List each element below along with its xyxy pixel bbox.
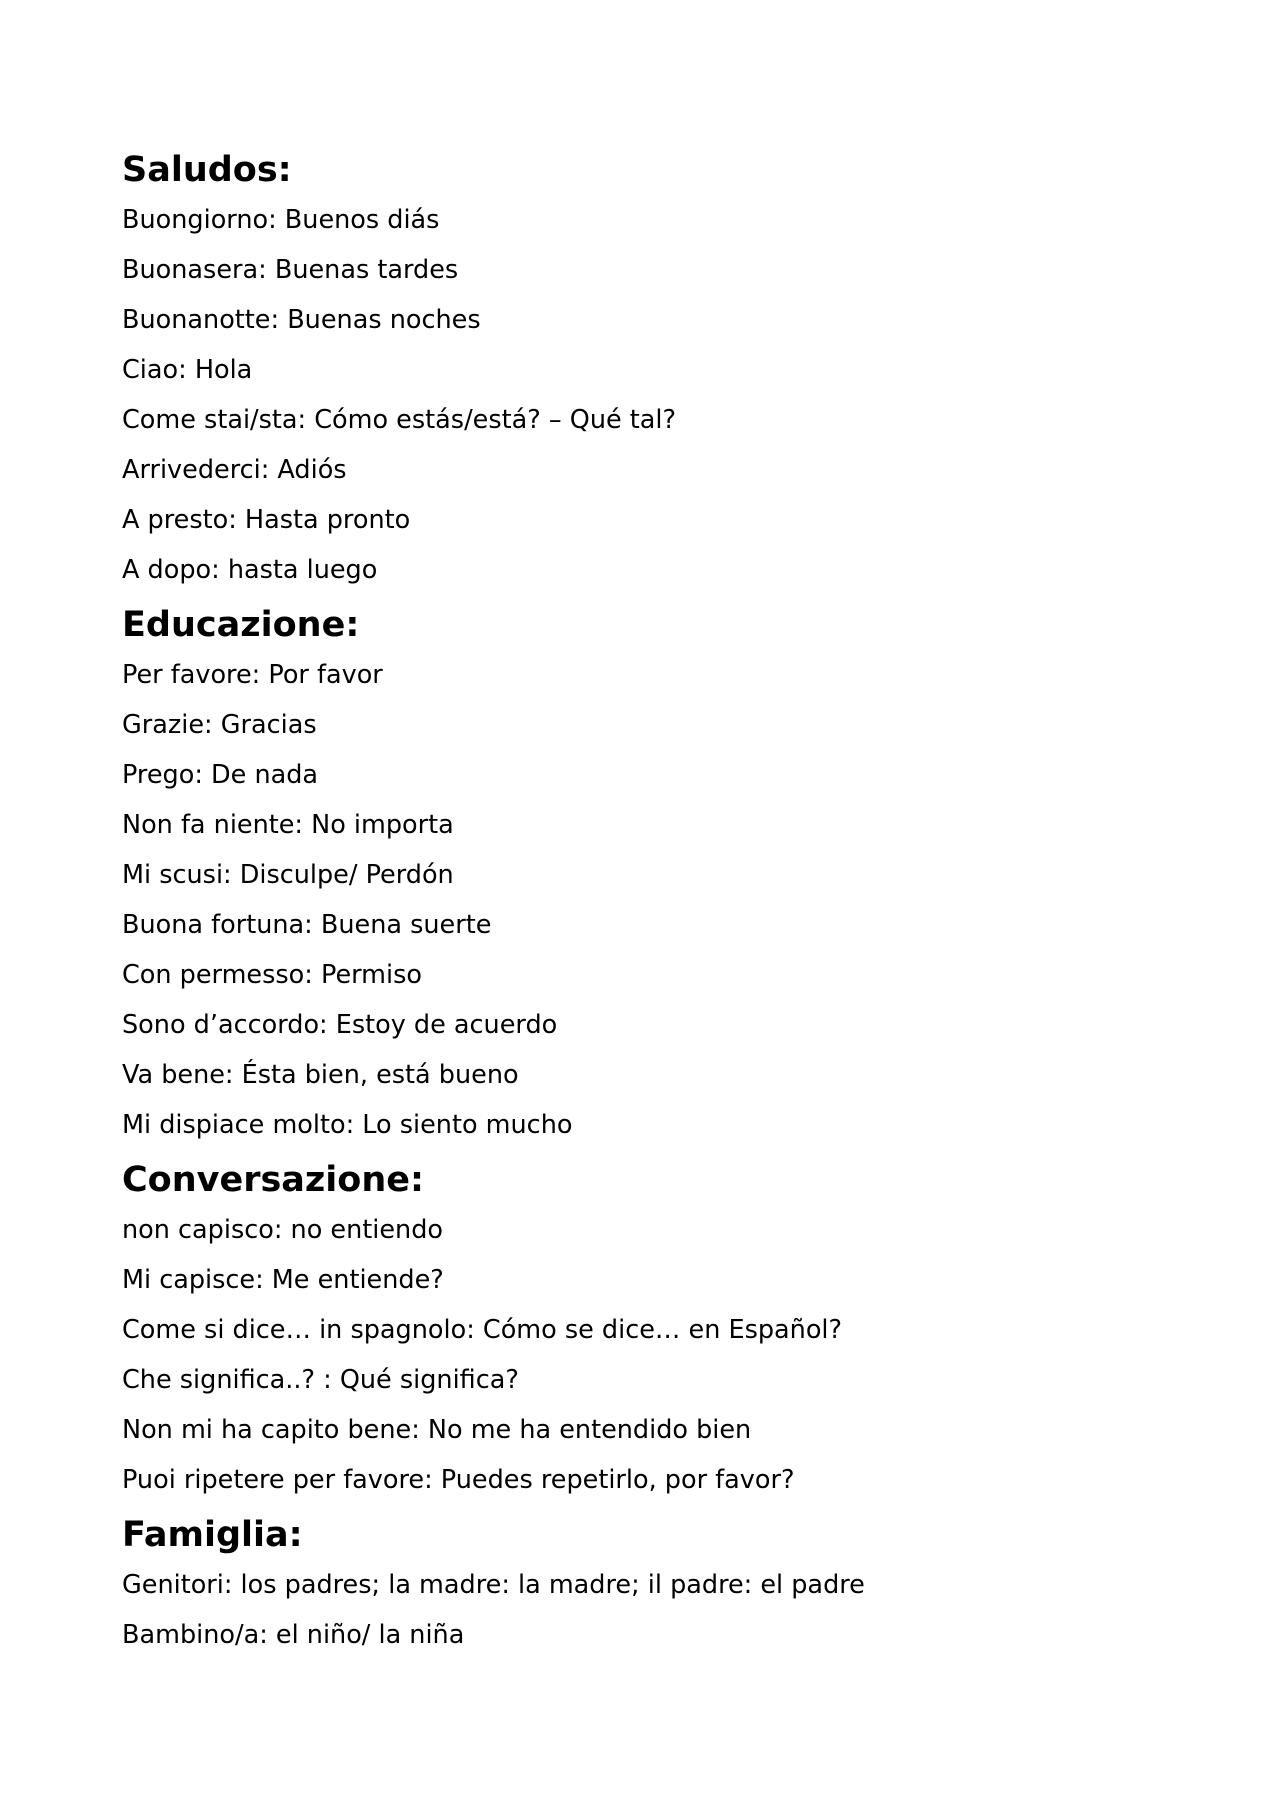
document-page [122,145,1162,1660]
section-title: Famiglia: [122,1515,303,1555]
vocab-entry: Buongiorno: Buenos diás [122,205,440,235]
section-educazione [122,600,1162,1150]
vocab-entry: non capisco: no entiendo [122,1215,443,1245]
section-title: Conversazione: [122,1160,424,1200]
vocab-entry: Non fa niente: No importa [122,810,454,840]
vocab-entry: Buonasera: Buenas tardes [122,255,459,285]
vocab-entry: Sono d’accordo: Estoy de acuerdo [122,1010,558,1040]
vocab-entry: A dopo: hasta luego [122,555,378,585]
vocab-entry: A presto: Hasta pronto [122,505,411,535]
vocab-entry: Mi dispiace molto: Lo siento mucho [122,1110,573,1140]
vocab-entry: Ciao: Hola [122,355,253,385]
section-title: Saludos: [122,150,292,190]
vocab-entry: Come si dice… in spagnolo: Cómo se dice… en Español? [122,1315,843,1345]
vocab-entry: Per favore: Por favor [122,660,383,690]
vocab-entry: Con permesso: Permiso [122,960,422,990]
vocab-entry: Che significa..? : Qué significa? [122,1365,519,1395]
section-famiglia [122,1510,1162,1660]
vocab-entry: Arrivederci: Adiós [122,455,347,485]
vocab-entry: Mi scusi: Disculpe/ Perdón [122,860,454,890]
vocab-entry: Non mi ha capito bene: No me ha entendido bien [122,1415,752,1445]
vocab-entry: Bambino/a: el niño/ la niña [122,1620,465,1650]
section-conversazione [122,1155,1162,1505]
vocab-entry: Grazie: Gracias [122,710,317,740]
vocab-entry: Mi capisce: Me entiende? [122,1265,444,1295]
vocab-entry: Puoi ripetere per favore: Puedes repetirlo, por favor? [122,1465,795,1495]
vocab-entry: Buonanotte: Buenas noches [122,305,481,335]
vocab-entry: Come stai/sta: Cómo estás/está? – Qué tal? [122,405,677,435]
vocab-entry: Va bene: Ésta bien, está bueno [122,1060,519,1090]
section-title: Educazione: [122,605,360,645]
vocab-entry: Genitori: los padres; la madre: la madre; il padre: el padre [122,1570,865,1600]
section-saludos [122,145,1162,595]
vocab-entry: Buona fortuna: Buena suerte [122,910,492,940]
vocab-entry: Prego: De nada [122,760,319,790]
